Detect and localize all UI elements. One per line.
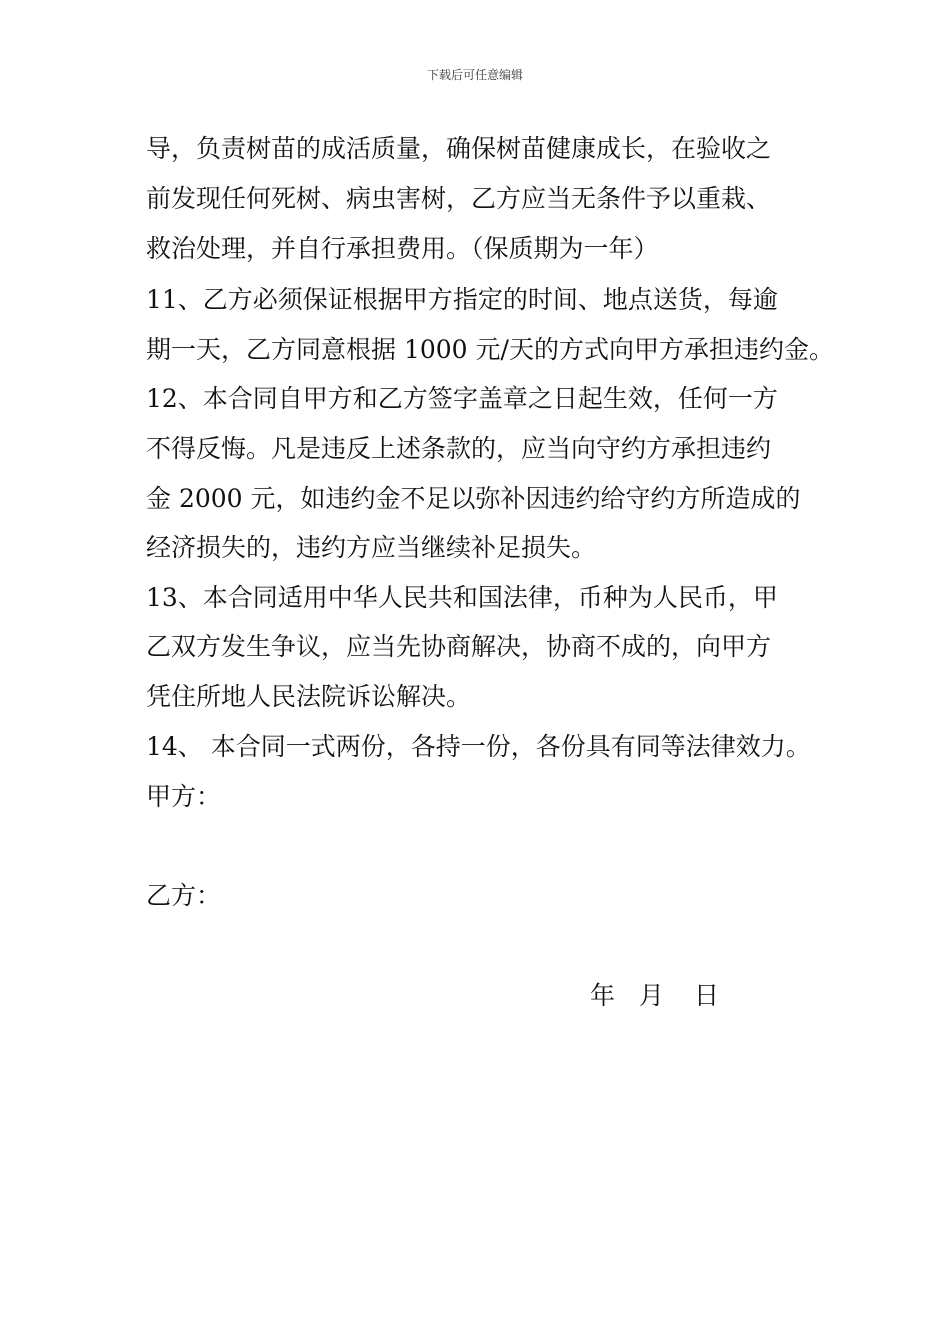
clause-13-line: 13、本合同适用中华人民共和国法律，币种为人民币，甲 xyxy=(146,583,778,612)
page-header-note: 下载后可任意编辑 xyxy=(426,68,523,82)
party-b-label: 乙方： xyxy=(146,881,222,910)
clause-12-line: 不得反悔。凡是违反上述条款的，应当向守约方承担违约 xyxy=(146,434,772,463)
clause-line: 导，负责树苗的成活质量，确保树苗健康成长，在验收之 xyxy=(146,134,772,163)
date-year: 年 xyxy=(590,981,616,1010)
clause-14-line: 14、 本合同一式两份，各持一份，各份具有同等法律效力。 xyxy=(146,732,811,761)
clause-line: 前发现任何死树、病虫害树，乙方应当无条件予以重栽、 xyxy=(146,184,772,213)
clause-12-line: 12、本合同自甲方和乙方签字盖章之日起生效，任何一方 xyxy=(146,384,778,413)
clause-line: 救治处理，并自行承担费用。（保质期为一年） xyxy=(146,234,659,263)
clause-11-line: 11、乙方必须保证根据甲方指定的时间、地点送货，每逾 xyxy=(146,285,778,314)
clause-13-line: 凭住所地人民法院诉讼解决。 xyxy=(146,682,472,711)
clause-13-line: 乙双方发生争议，应当先协商解决，协商不成的，向甲方 xyxy=(146,632,772,661)
signing-date xyxy=(590,981,719,1011)
clause-11-line: 期一天，乙方同意根据 1000 元/天的方式向甲方承担违约金。 xyxy=(146,335,834,364)
party-a-label: 甲方： xyxy=(146,782,222,811)
date-day: 日 xyxy=(694,981,720,1010)
clause-12-line: 经济损失的，违约方应当继续补足损失。 xyxy=(146,533,597,562)
date-month: 月 xyxy=(639,981,665,1010)
clause-12-line: 金 2000 元，如违约金不足以弥补因违约给守约方所造成的 xyxy=(146,484,801,513)
